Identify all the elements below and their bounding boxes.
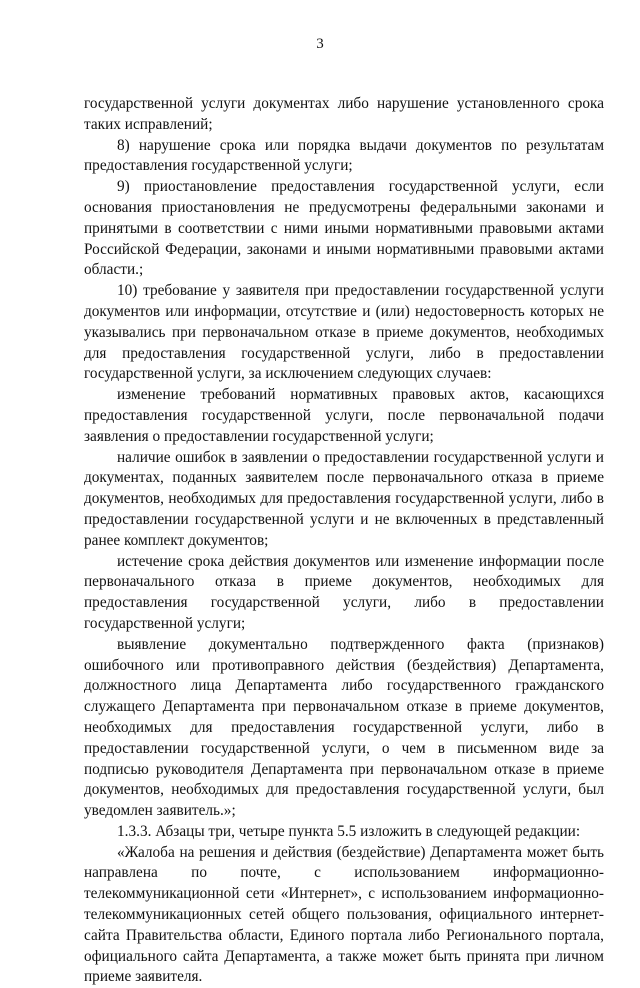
paragraph: 1.3.3. Абзацы три, четыре пункта 5.5 изложить в следующей редакции:	[117, 822, 581, 840]
paragraph: выявление документально подтвержденного факта (признаков) ошибочного или противоправного действия (бездействия) Департамента, должностного лица Департамента либо государственного гражданского служащего Департамента при первоначальном отказе в приеме документов, необходимых для предоставления государственной услуги, либо в предоставлении государственной услуги, о чем в письменном виде за подписью руководителя Департамента при первоначальном отказе в приеме документов, необходимых для предоставления государственной услуги, был уведомлен заявитель.»;	[84, 635, 604, 820]
paragraph: 10) требование у заявителя при предоставлении государственной услуги документов или информации, отсутствие и (или) недостоверность которых не указывались при первоначальном отказе в приеме документов, необходимых для предоставления государственной услуги, либо в предоставлении государственной услуги, за исключением следующих случаев:	[84, 282, 604, 383]
paragraph: «Жалоба на решения и действия (бездействие) Департамента может быть направлена по почте, с использованием информационно-телекоммуникационной сети «Интернет», с использованием информационно-телекоммуникационных сетей общего пользования, официального интернет-сайта Правительства области, Единого портала либо Регионального портала, официального сайта Департамента, а также может быть принята при личном приеме заявителя.	[84, 843, 604, 986]
paragraph: государственной услуги документах либо нарушение установленного срока таких исправлений;	[84, 95, 604, 133]
paragraph: 8) нарушение срока или порядка выдачи документов по результатам предоставления государственной услуги;	[84, 136, 604, 175]
paragraph: истечение срока действия документов или изменение информации после первоначального отказа в приеме документов, необходимых для предоставления государственной услуги, либо в предоставлении государственной услуги;	[84, 552, 604, 632]
paragraph: 9) приостановление предоставления государственной услуги, если основания приостановления не предусмотрены федеральными законами и принятыми в соответствии с ними иными нормативными правовыми актами Российской Федерации, законами и иными нормативными правовыми актами области.;	[84, 178, 604, 279]
paragraph: изменение требований нормативных правовых актов, касающихся предоставления государственной услуги, после первоначальной подачи заявления о предоставлении государственной услуги;	[84, 386, 604, 445]
page-number: 3	[316, 36, 324, 52]
paragraph: наличие ошибок в заявлении о предоставлении государственной услуги и документах, поданных заявителем после первоначального отказа в приеме документов, необходимых для предоставления государственной услуги, либо в предоставлении государственной услуги и не включенных в представленный ранее комплект документов;	[84, 448, 604, 549]
document-body	[84, 94, 604, 988]
